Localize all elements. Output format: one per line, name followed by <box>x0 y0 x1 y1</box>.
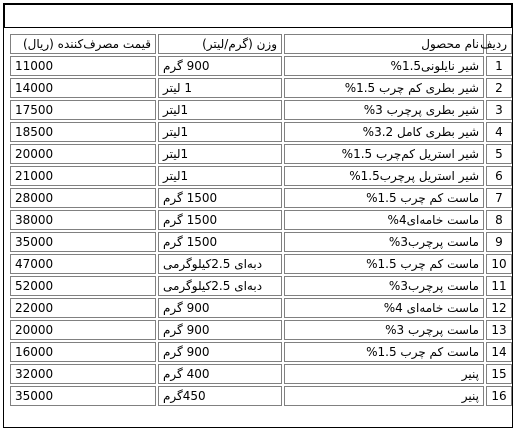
table-row <box>10 254 512 274</box>
table-row <box>10 364 512 384</box>
table-row <box>10 122 512 142</box>
product-name-cell: ماست کم چرب 1.5% <box>284 342 484 362</box>
price-cell: 28000 <box>10 188 156 208</box>
weight-cell: 1500 گرم <box>158 210 282 230</box>
row-number-cell: 7 <box>486 188 512 208</box>
price-cell: 21000 <box>10 166 156 186</box>
price-cell: 35000 <box>10 386 156 406</box>
table-row <box>10 320 512 340</box>
weight-cell: 900 گرم <box>158 320 282 340</box>
table-row <box>10 210 512 230</box>
price-cell: 14000 <box>10 78 156 98</box>
table-row <box>10 298 512 318</box>
price-cell: 32000 <box>10 364 156 384</box>
header-product-name: نام محصول <box>284 34 484 54</box>
row-number-cell: 8 <box>486 210 512 230</box>
row-number-cell: 16 <box>486 386 512 406</box>
product-name-cell: ماست پرچرب3% <box>284 276 484 296</box>
price-cell: 38000 <box>10 210 156 230</box>
product-name-cell: شیر بطری کم چرب 1.5% <box>284 78 484 98</box>
product-name-cell: ماست کم چرب 1.5% <box>284 254 484 274</box>
table-body <box>10 56 512 406</box>
product-name-cell: پنیر <box>284 386 484 406</box>
product-name-cell: شیر بطری کامل 3.2% <box>284 122 484 142</box>
price-cell: 35000 <box>10 232 156 252</box>
table-row <box>10 188 512 208</box>
row-number-cell: 6 <box>486 166 512 186</box>
price-table <box>8 32 514 408</box>
table-row <box>10 144 512 164</box>
weight-cell: دبه‌ای 2.5کیلوگرمی <box>158 276 282 296</box>
price-cell: 47000 <box>10 254 156 274</box>
product-name-cell: پنیر <box>284 364 484 384</box>
table-row <box>10 56 512 76</box>
row-number-cell: 10 <box>486 254 512 274</box>
table-row <box>10 232 512 252</box>
product-name-cell: ماست پرچرب3% <box>284 232 484 252</box>
weight-cell: دبه‌ای 2.5کیلوگرمی <box>158 254 282 274</box>
row-number-cell: 3 <box>486 100 512 120</box>
price-cell: 20000 <box>10 320 156 340</box>
weight-cell: 1لیتر <box>158 144 282 164</box>
price-cell: 18500 <box>10 122 156 142</box>
product-name-cell: شیر بطری پرچرب 3% <box>284 100 484 120</box>
price-cell: 11000 <box>10 56 156 76</box>
weight-cell: 450گرم <box>158 386 282 406</box>
weight-cell: 900 گرم <box>158 342 282 362</box>
product-name-cell: ماست پرچرب 3% <box>284 320 484 340</box>
product-name-cell: ماست خامه‌ای4% <box>284 210 484 230</box>
product-name-cell: شیر استریل کم‌چرب 1.5% <box>284 144 484 164</box>
row-number-cell: 12 <box>486 298 512 318</box>
product-name-cell: ماست خامه‌ای 4% <box>284 298 484 318</box>
row-number-cell: 11 <box>486 276 512 296</box>
table-row <box>10 100 512 120</box>
weight-cell: 900 گرم <box>158 56 282 76</box>
row-number-cell: 4 <box>486 122 512 142</box>
row-number-cell: 13 <box>486 320 512 340</box>
price-cell: 52000 <box>10 276 156 296</box>
weight-cell: 1لیتر <box>158 166 282 186</box>
table-header-row <box>10 34 512 54</box>
row-number-cell: 15 <box>486 364 512 384</box>
row-number-cell: 2 <box>486 78 512 98</box>
weight-cell: 400 گرم <box>158 364 282 384</box>
row-number-cell: 5 <box>486 144 512 164</box>
header-price: قیمت مصرف‌کننده (ریال) <box>10 34 156 54</box>
row-number-cell: 14 <box>486 342 512 362</box>
row-number-cell: 9 <box>486 232 512 252</box>
table-row <box>10 276 512 296</box>
weight-cell: 1 لیتر <box>158 78 282 98</box>
title-bar <box>4 4 512 28</box>
product-name-cell: شیر نایلونی1.5% <box>284 56 484 76</box>
weight-cell: 900 گرم <box>158 298 282 318</box>
price-cell: 16000 <box>10 342 156 362</box>
price-cell: 17500 <box>10 100 156 120</box>
price-cell: 20000 <box>10 144 156 164</box>
header-row-number: ردیف <box>486 34 512 54</box>
table-row <box>10 386 512 406</box>
product-name-cell: ماست کم چرب 1.5% <box>284 188 484 208</box>
weight-cell: 1لیتر <box>158 100 282 120</box>
weight-cell: 1500 گرم <box>158 232 282 252</box>
product-name-cell: شیر استریل پرچرب1.5% <box>284 166 484 186</box>
table-row <box>10 78 512 98</box>
table-row <box>10 166 512 186</box>
header-weight: وزن (گرم/لیتر) <box>158 34 282 54</box>
price-cell: 22000 <box>10 298 156 318</box>
row-number-cell: 1 <box>486 56 512 76</box>
table-row <box>10 342 512 362</box>
weight-cell: 1لیتر <box>158 122 282 142</box>
weight-cell: 1500 گرم <box>158 188 282 208</box>
